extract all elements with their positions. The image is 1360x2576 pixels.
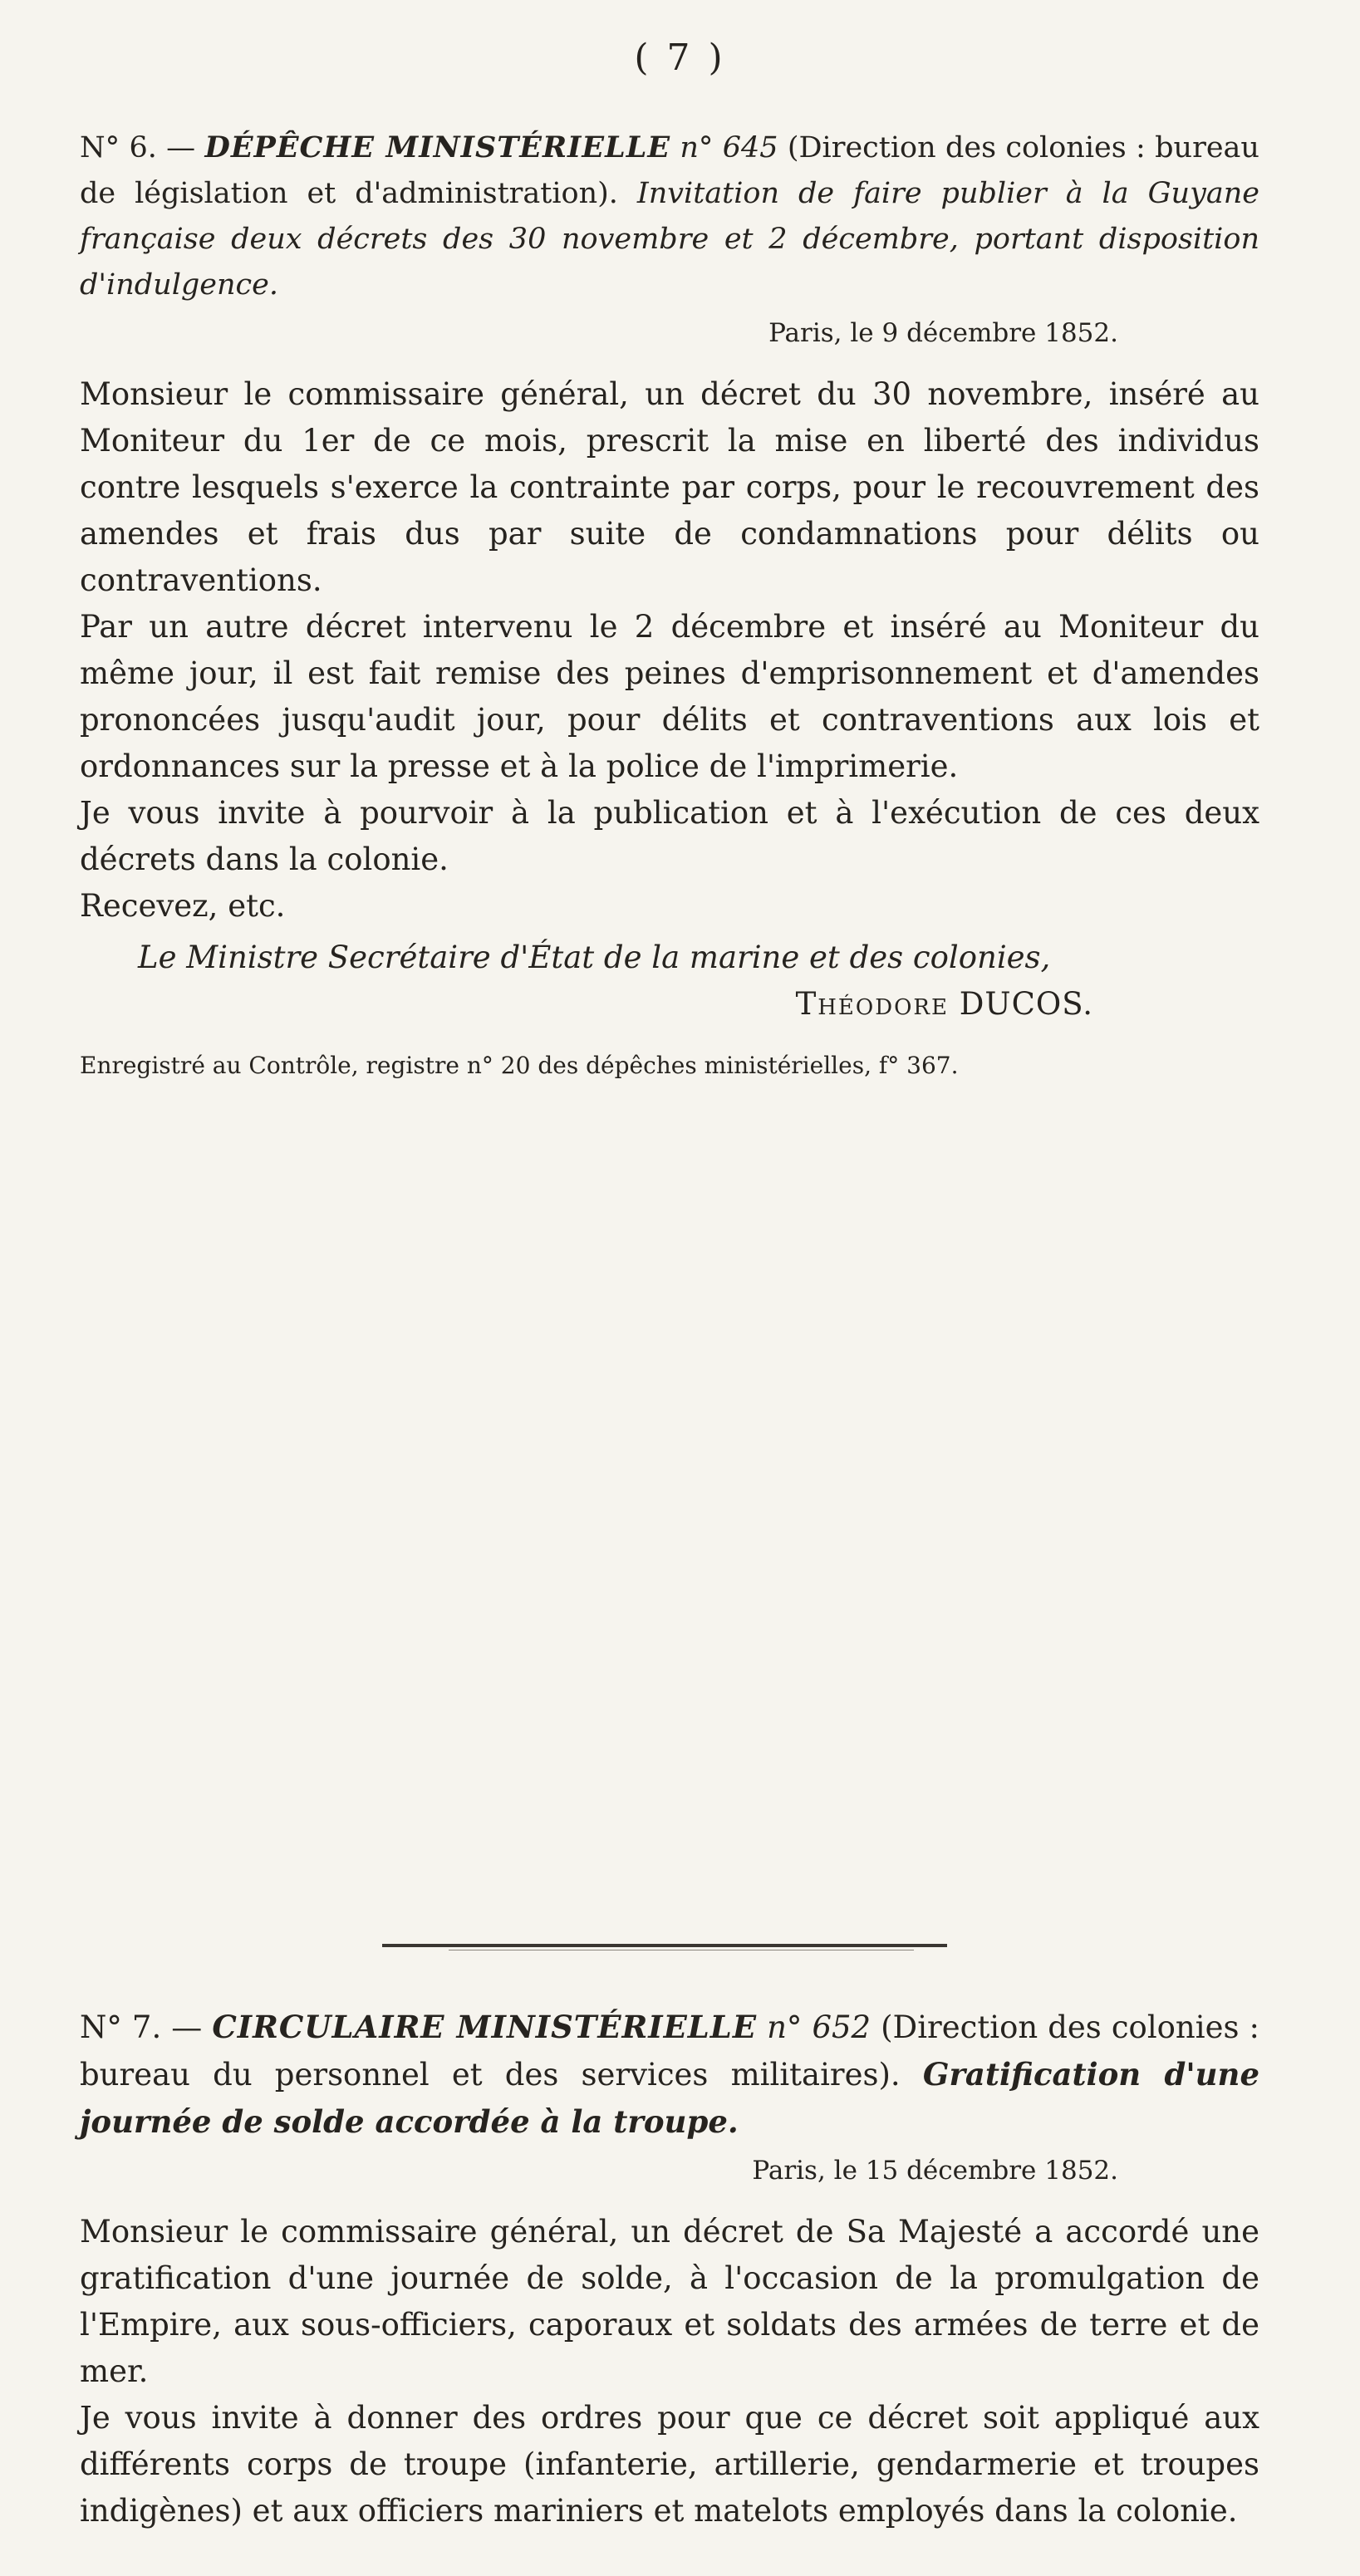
entry-6-signature-first: Théodore	[795, 986, 949, 1022]
entry-7-number: N° 7. —	[80, 2009, 203, 2045]
entry-6-paragraph-2: Par un autre décret intervenu le 2 décembre et inséré au Moniteur du même jour, il est fait remise des peines d'emprisonnement et d'amendes prononcées jusqu'audit jour, pour délits et contraventions aux lois et ordonnances sur la presse et à la police de l'imprimerie.	[80, 609, 1259, 784]
entry-6-paragraph-3: Je vous invite à pourvoir à la publication et à l'exécution de ces deux décrets dans la colonie.	[80, 795, 1259, 877]
entry-6-dateline: Paris, le 9 décembre 1852.	[768, 318, 1118, 348]
entry-7-paragraph-1: Monsieur le commissaire général, un décret de Sa Majesté a accordé une gratification d'une journée de solde, à l'occasion de la promulgation de l'Empire, aux sous-officiers, caporaux et soldats des armées de terre et de mer.	[80, 2214, 1259, 2389]
entry-7	[80, 2004, 1259, 2534]
entry-6	[80, 125, 1259, 1082]
entry-6-ref: n° 645	[680, 131, 778, 164]
section-divider	[382, 1944, 947, 1947]
page-number: ( 7 )	[634, 37, 726, 79]
entry-6-number: N° 6. —	[80, 131, 196, 164]
entry-7-dateline: Paris, le 15 décembre 1852.	[752, 2156, 1118, 2186]
entry-6-office: (Direction des colonies : bureau de législation et d'administration).	[80, 131, 1259, 210]
entry-7-subject: Gratification d'une journée de solde accordée à la troupe.	[80, 2056, 1259, 2140]
entry-6-signature	[80, 981, 1259, 1028]
entry-6-registry: Enregistré au Contrôle, registre n° 20 des dépêches ministérielles, f° 367.	[80, 1052, 959, 1079]
entry-6-heading	[80, 125, 1259, 308]
entry-6-subject: Invitation de faire publier à la Guyane française deux décrets des 30 novembre et 2 décembre, portant disposition d'indulgence.	[80, 177, 1259, 302]
entry-7-ref: n° 652	[767, 2009, 871, 2045]
entry-6-signature-last: DUCOS.	[959, 986, 1093, 1022]
entry-6-paragraph-1: Monsieur le commissaire général, un décret du 30 novembre, inséré au Moniteur du 1er de ce mois, prescrit la mise en liberté des individus contre lesquels s'exerce la contrainte par corps, pour le recouvrement des amendes et frais dus par suite de condamnations pour délits ou contraventions.	[80, 376, 1259, 598]
entry-7-office: (Direction des colonies : bureau du personnel et des services militaires).	[80, 2009, 1259, 2093]
entry-7-type: CIRCULAIRE MINISTÉRIELLE	[212, 2009, 758, 2045]
entry-7-paragraph-2: Je vous invite à donner des ordres pour que ce décret soit appliqué aux différents corps de troupe (infanterie, artillerie, gendarmerie et troupes indigènes) et aux officiers mariniers et matelots employés dans la colonie.	[80, 2400, 1259, 2529]
entry-6-paragraph-4: Recevez, etc.	[80, 888, 286, 924]
entry-7-heading	[80, 2004, 1259, 2146]
entry-6-signature-title: Le Ministre Secrétaire d'État de la marine et des colonies,	[138, 940, 1051, 975]
entry-6-type: DÉPÊCHE MINISTÉRIELLE	[204, 130, 670, 164]
